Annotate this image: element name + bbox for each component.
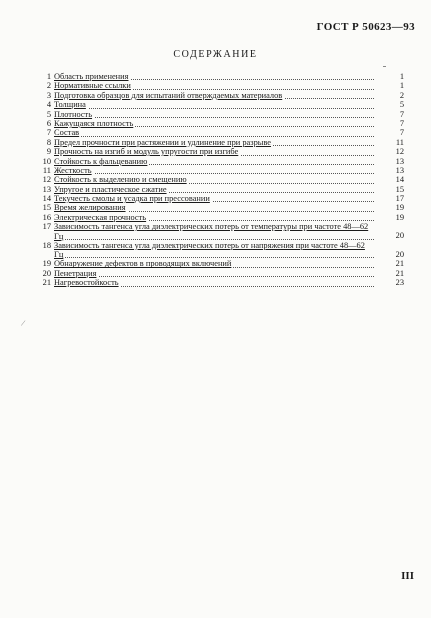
toc-entry-title-wrap <box>54 259 374 268</box>
toc-entry-page: 2 <box>399 90 404 100</box>
toc-entry-page: 13 <box>395 156 404 166</box>
toc-entry-title: Обнаружение дефектов в проводящих включений <box>54 259 232 269</box>
toc-entry-title-wrap <box>54 138 374 147</box>
toc-entry <box>36 147 404 156</box>
toc-entry-number: 10 <box>42 156 51 166</box>
toc-entry-title: Зависимость тангенса угла диэлектрических потерь от напряжения при частоте 48—62 Гц <box>54 240 365 260</box>
toc-entry-page: 21 <box>395 268 404 278</box>
toc-entry-page: 7 <box>399 109 404 119</box>
toc-entry-number: 7 <box>46 128 51 138</box>
toc-entry-title: Текучесть смолы и усадка при прессовании <box>54 194 210 204</box>
toc-entry-page: 19 <box>395 203 404 213</box>
toc-entry-number: 17 <box>42 222 51 232</box>
toc-entry-title-wrap <box>54 194 374 203</box>
toc-entry-title-wrap <box>54 128 374 137</box>
page-title: СОДЕРЖАНИЕ <box>173 49 258 60</box>
toc-entry-number: 4 <box>46 100 51 110</box>
toc-entry-title-wrap <box>54 110 374 119</box>
toc-entry <box>36 128 404 137</box>
toc-entry-title: Прочность на изгиб и модуль упругости при изгибе <box>54 147 239 157</box>
toc-entry-page: 15 <box>395 184 404 194</box>
toc-entry-page: 20 <box>395 250 404 260</box>
toc-entry-page: 20 <box>395 231 404 241</box>
standard-code: ГОСТ Р 50623—93 <box>316 21 415 33</box>
toc-entry-title-wrap <box>54 278 374 287</box>
toc-entry-title: Нормативные ссылки <box>54 81 131 91</box>
toc-entry-page: 13 <box>395 165 404 175</box>
toc-entry <box>36 241 404 260</box>
toc-entry-number: 1 <box>46 72 51 81</box>
toc-entry <box>36 166 404 175</box>
toc-entry-title-wrap <box>54 147 374 156</box>
toc-entry <box>36 222 404 241</box>
toc-entry <box>36 194 404 203</box>
toc-entry-title: Зависимость тангенса угла диэлектрических потерь от температуры при частоте 48—62 Гц <box>54 222 369 241</box>
toc-entry-number: 11 <box>42 165 51 175</box>
toc-entry-number: 5 <box>46 109 51 119</box>
toc-entry <box>36 91 404 100</box>
toc-entry <box>36 185 404 194</box>
table-of-contents <box>36 72 404 288</box>
toc-entry <box>36 100 404 109</box>
toc-entry-number: 13 <box>42 184 51 194</box>
toc-entry-title-wrap <box>54 91 374 100</box>
scan-mark: / <box>20 317 27 329</box>
toc-entry-title: Толщина <box>54 100 86 110</box>
toc-entry-page: 12 <box>395 147 404 157</box>
toc-entry-title: Область применения <box>54 72 129 81</box>
toc-entry-number: 9 <box>46 147 51 157</box>
toc-entry <box>36 269 404 278</box>
toc-entry-title: Электрическая прочность <box>54 212 147 222</box>
toc-entry-title: Пенетрация <box>54 268 97 278</box>
toc-entry-page: 14 <box>395 175 404 185</box>
toc-entry <box>36 157 404 166</box>
scan-mark <box>383 66 386 67</box>
toc-entry-title-wrap <box>54 157 374 166</box>
toc-entry-number: 8 <box>46 137 51 147</box>
toc-entry <box>36 278 404 287</box>
toc-entry-title: Плотность <box>54 109 93 119</box>
toc-entry-title-wrap <box>54 213 374 222</box>
toc-entry-page: 1 <box>399 71 404 81</box>
toc-entry-title-wrap <box>54 119 374 128</box>
toc-entry-title-wrap <box>54 166 374 175</box>
toc-entry-title-wrap <box>54 72 374 81</box>
toc-entry-number: 16 <box>42 212 51 222</box>
toc-entry-page: 5 <box>399 100 404 110</box>
toc-entry-page: 21 <box>395 259 404 269</box>
toc-entry-title: Нагревостойкость <box>54 278 119 288</box>
toc-entry-number: 21 <box>42 278 51 288</box>
toc-entry <box>36 213 404 222</box>
toc-entry-title-wrap <box>54 203 374 212</box>
toc-entry-title: Упругое и пластическое сжатие <box>54 184 167 194</box>
toc-entry-title: Стойкость к выделению и смещению <box>54 175 187 185</box>
toc-entry-title: Жесткость <box>54 165 92 175</box>
page-number: III <box>401 570 414 582</box>
toc-entry-title-wrap <box>54 100 374 109</box>
toc-entry-title: Подготовка образцов для испытаний отверждаемых материалов <box>54 90 283 100</box>
toc-entry-number: 20 <box>42 268 51 278</box>
toc-entry-number: 6 <box>46 118 51 128</box>
toc-entry-number: 2 <box>46 81 51 91</box>
toc-entry-title-wrap <box>54 222 374 241</box>
toc-entry-title-wrap <box>54 241 374 260</box>
toc-entry-title: Предел прочности при растяжении и удлинение при разрыве <box>54 137 272 147</box>
toc-entry-page: 7 <box>399 118 404 128</box>
toc-entry <box>36 81 404 90</box>
toc-entry-page: 23 <box>395 278 404 288</box>
toc-entry-page: 19 <box>395 212 404 222</box>
toc-entry <box>36 175 404 184</box>
toc-entry-title: Кажущаяся плотность <box>54 118 134 128</box>
toc-entry-number: 14 <box>42 194 51 204</box>
toc-entry-title-wrap <box>54 81 374 90</box>
toc-entry-page: 1 <box>399 81 404 91</box>
toc-entry <box>36 119 404 128</box>
toc-entry <box>36 138 404 147</box>
toc-entry-number: 12 <box>42 175 51 185</box>
toc-entry-page: 7 <box>399 128 404 138</box>
toc-entry-number: 19 <box>42 259 51 269</box>
toc-entry-number: 3 <box>46 90 51 100</box>
toc-entry-title: Время желирования <box>54 203 126 213</box>
toc-entry-title-wrap <box>54 175 374 184</box>
toc-entry <box>36 259 404 268</box>
toc-entry-page: 17 <box>395 194 404 204</box>
toc-entry-number: 18 <box>42 240 51 250</box>
toc-entry-number: 15 <box>42 203 51 213</box>
toc-entry-title-wrap <box>54 185 374 194</box>
toc-entry-title: Стойкость к фальцеванию <box>54 156 148 166</box>
toc-entry-page: 11 <box>395 137 404 147</box>
toc-entry-title: Состав <box>54 128 80 138</box>
toc-entry <box>36 72 404 81</box>
toc-entry <box>36 203 404 212</box>
toc-entry-title-wrap <box>54 269 374 278</box>
toc-entry <box>36 110 404 119</box>
